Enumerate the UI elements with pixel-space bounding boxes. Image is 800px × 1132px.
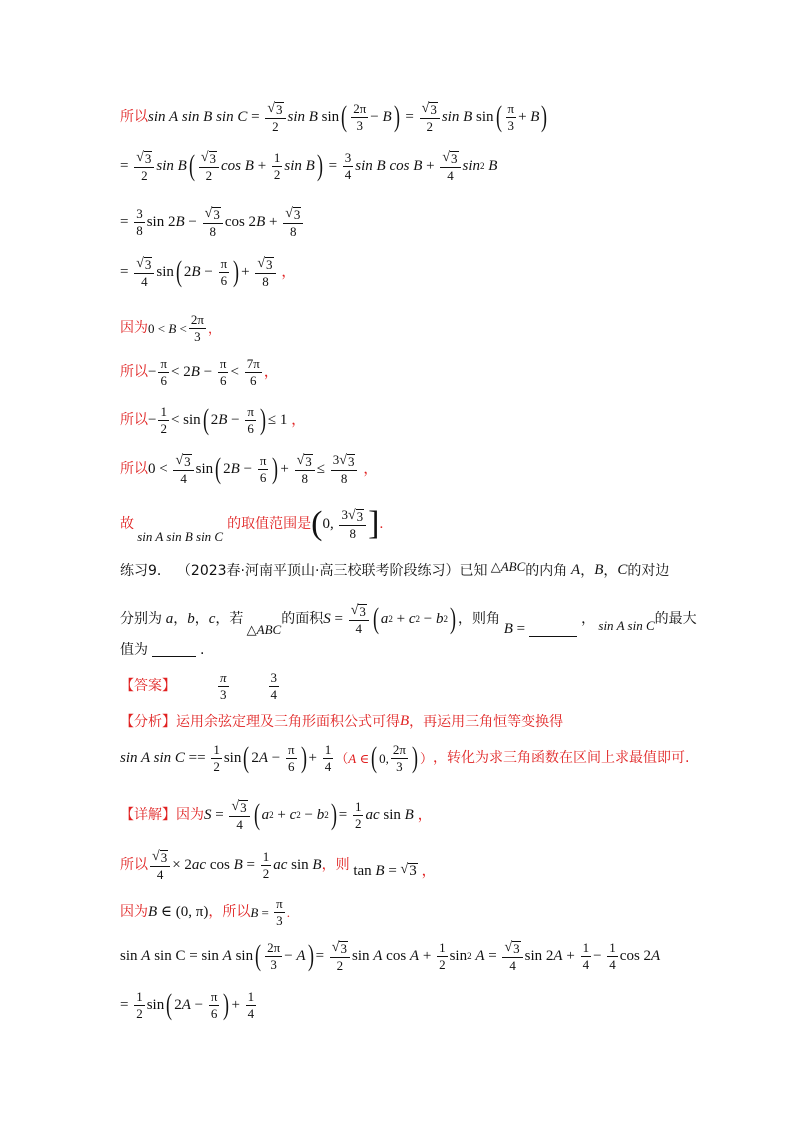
detail-line-2: 所以 √ 3 4 × 2 ac cos B = $\frac{1}{2}$ ac sin B ，则 tan B = √ 3 ， bbox=[120, 849, 437, 882]
equation-line-4: = √ 3 4 sin ( 2 B − $\frac{\pi}{6}$ ) + √ 3 8 ， bbox=[120, 255, 297, 289]
exercise-9-header: 练习9． （2023春·河南平顶山·高三校联考阶段练习）已知 △ABC 的内角 A ， B ， C 的对边 bbox=[120, 559, 670, 579]
exercise-9-line-2: 分别为 a ， b ， c ，若 △ABC 的面积 S = √ 3 4 ( a 2 + c 2 − b 2 ) ，则角 B = ， sin A sin C 的最大 bbox=[120, 602, 697, 637]
detail-line-1: 【详解】 因为 S = √ 3 4 ( a 2 + c 2 − b 2 ) = $\frac{1}{2}$ ac sin B ， bbox=[120, 798, 433, 832]
range-line-1: 所以 − $\frac{\pi}{6}$ < 2 B − $\frac{\pi}{6}$ < $\frac{7\pi}{6}$ ， bbox=[120, 356, 279, 388]
answer-blank-2 bbox=[152, 642, 196, 657]
range-line-2: 所以 − $\frac{1}{2}$ < sin ( 2 B − $\frac{\pi}{6}$ ) ≤ 1 ， bbox=[120, 403, 307, 437]
conclusion-line: 故 sin A sin B sin C 的取值范围是 ( 0, 3 √ 3 8 ] . bbox=[120, 505, 384, 544]
equation-line-1 bbox=[120, 101, 549, 133]
detail-line-5: = $\frac{1}{2}$ sin ( 2 A − $\frac{\pi}{6}$ ) + $\frac{1}{4}$ bbox=[120, 988, 255, 1022]
condition-line: 因为 0 < B < $\frac{2\pi}{3}$ ， bbox=[120, 312, 221, 344]
equation-line-2: = √ 3 2 sin B ( √ 3 2 cos B + $\frac{1}{2}$ sin B ) = $\frac{3}{4}$ sin B cos B + √ 3 4 sin 2 B bbox=[120, 149, 498, 183]
analysis-line-1: 【分析】 运用余弦定理及三角形面积公式可得 B ，再运用三角恒等变换得 bbox=[120, 713, 564, 730]
answer-row: 【答案】 $\frac{\pi}{3}$ $\frac{3}{4}$ bbox=[120, 670, 278, 702]
math-expr: sin A sin B sin C = √ 3 2 sin B sin ( $\frac{2\pi}{3}$ − B ) = √ 3 2 sin B sin ( $\frac{\pi}{3}$ + B ) bbox=[148, 100, 548, 134]
equation-line-3: = $\frac{3}{8}$ sin 2 B − √ 3 8 cos 2 B + √ 3 8 bbox=[120, 206, 305, 238]
detail-line-3: 因为 B ∈ (0, π) ，所以 B = $\frac{\pi}{3}$ . bbox=[120, 896, 290, 928]
range-line-3: 所以 0 < √ 3 4 sin ( 2 B − $\frac{\pi}{6}$ ) + √ 3 8 ≤ 3 √ 3 8 ， bbox=[120, 452, 379, 486]
analysis-line-2: sin A sin C == $\frac{1}{2}$ sin ( 2 A − $\frac{\pi}{6}$ ) + $\frac{1}{4}$ （ A ∈ ( 0, $\frac{2\pi}{3}$ ) ） ，转化为求三角函数在区间上求最值即可. bbox=[120, 741, 690, 775]
label-so: 所以 bbox=[120, 109, 148, 126]
detail-line-4: sin A sin C = sin A sin ( $\frac{2\pi}{3}$ − A ) = √ 3 2 sin A cos A + $\frac{1}{2}$ sin 2 A = √ 3 4 sin 2 A + $\frac{1}{4}$ − $\frac{1}{4}$ cos 2 A bbox=[120, 939, 661, 973]
answer-label: 【答案】 bbox=[120, 678, 176, 695]
exercise-9-line-3: 值为 . bbox=[120, 641, 205, 658]
answer-blank-1 bbox=[529, 622, 577, 637]
